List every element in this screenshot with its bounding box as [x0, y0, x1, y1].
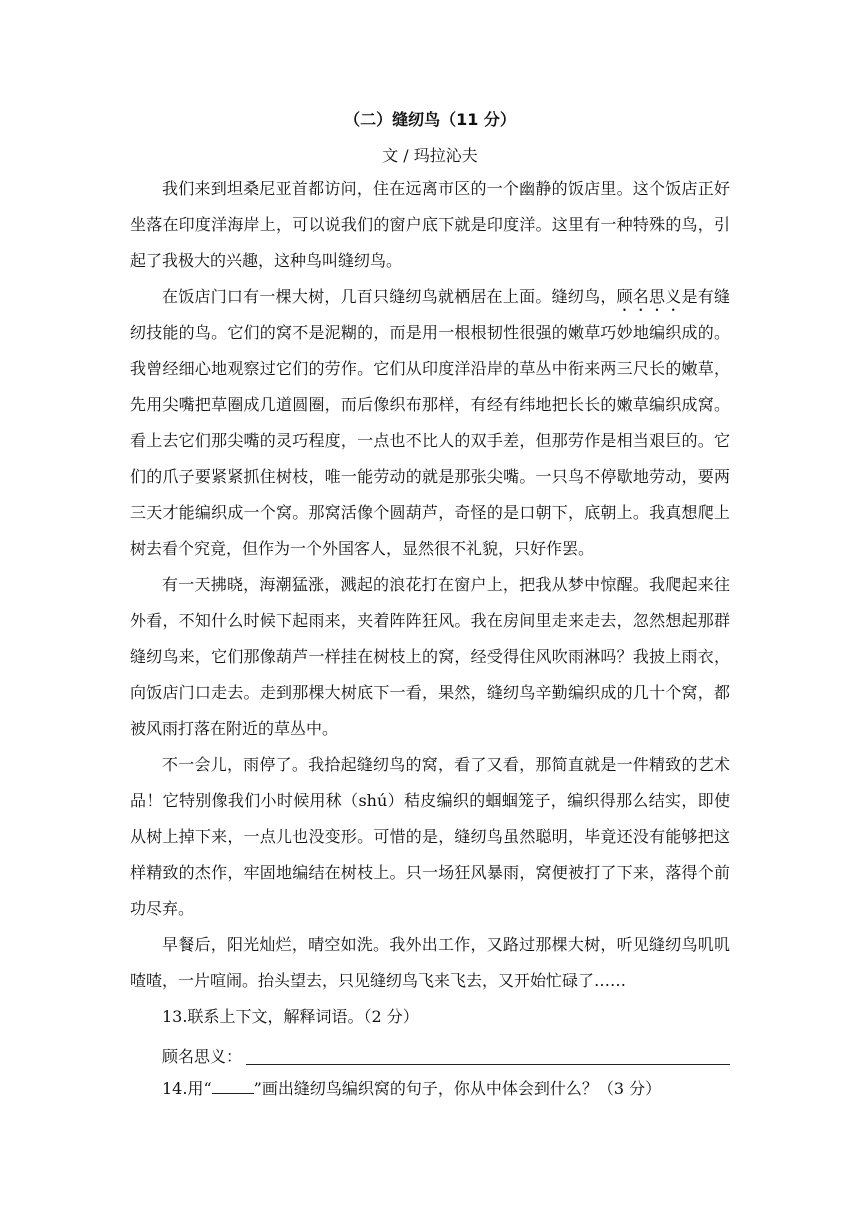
paragraph-1: 我们来到坦桑尼亚首都访问，住在远离市区的一个幽静的饭店里。这个饭店正好坐落在印度洋海岸上，可以说我们的窗户底下就是印度洋。这里有一种特殊的鸟，引起了我极大的兴趣，这种鸟叫缝纫鸟。: [130, 179, 730, 270]
underline-sample: [212, 1079, 254, 1094]
paragraph-3: 有一天拂晓，海潮猛涨，溅起的浪花打在窗户上，把我从梦中惊醒。我爬起来往外看，不知什么时候下起雨来，夹着阵阵狂风。我在房间里走来走去，忽然想起那群缝纫鸟来，它们那像葫芦一样挂在树枝上的窝，经受得住风吹雨淋吗？我披上雨衣，向饭店门口走去。走到那棵大树底下一看，果然，缝纫鸟辛勤编织成的几十个窝，都被风雨打落在附近的草丛中。: [130, 575, 730, 738]
question-14-end: ”画出缝纫鸟编织窝的句子，你从中体会到什么？（3 分）: [253, 1079, 662, 1098]
author-line: 文 / 玛拉沁夫: [382, 146, 478, 165]
question-13-answer-row: [130, 1035, 730, 1071]
paragraph-2: [130, 279, 730, 567]
article-body: [130, 171, 730, 1107]
answer-blank-line[interactable]: [246, 1042, 730, 1065]
paragraph-5: 早餐后，阳光灿烂，晴空如洗。我外出工作，又路过那棵大树，听见缝纫鸟叽叽喳喳，一片喧闹。抬头望去，只见缝纫鸟飞来飞去，又开始忙碌了……: [130, 935, 730, 990]
paragraph-4: 不一会儿，雨停了。我拾起缝纫鸟的窝，看了又看，那简直就是一件精致的艺术品！它特别像我们小时候用秫（shú）秸皮编织的蝈蝈笼子，编织得那么结实，即使从树上掉下来，一点儿也没变形。可惜的是，缝纫鸟虽然聪明，毕竟还没有能够把这样精致的杰作，牢固地编结在树枝上。只一场狂风暴雨，窝便被打了下来，落得个前功尽弃。: [130, 755, 730, 918]
question-14: [130, 1071, 730, 1107]
question-13: 13.联系上下文，解释词语。（2 分）: [162, 1007, 419, 1026]
section-title: （二）缝纫鸟（11 分）: [344, 110, 516, 129]
paragraph-2-start: 在饭店门口有一棵大树，几百只缝纫鸟就栖居在上面。缝纫鸟，: [162, 287, 617, 306]
paragraph-2-rest: 是有缝纫技能的鸟。它们的窝不是泥糊的，而是用一根根韧性很强的嫩草巧妙地编织成的。我曾经细心地观察过它们的劳作。它们从印度洋沿岸的草丛中衔来两三尺长的嫩草，先用尖嘴把草圈成几道圆圈，而后像织布那样，有经有纬地把长长的嫩草编织成窝。看上去它们那尖嘴的灵巧程度，一点也不比人的双手差，但那劳作是相当艰巨的。它们的爪子要紧紧抓住树枝，唯一能劳动的就是那张尖嘴。一只鸟不停歇地劳动，要两三天才能编织成一个窝。那窝活像个圆葫芦，奇怪的是口朝下，底朝上。我真想爬上树去看个究竟，但作为一个外国客人，显然很不礼貌，只好作罢。: [130, 287, 730, 558]
question-14-start: 14.用“: [162, 1079, 212, 1098]
marked-word-gumingsiyi: 顾名思义: [616, 287, 682, 306]
answer-label: 顾名思义：: [162, 1047, 243, 1066]
